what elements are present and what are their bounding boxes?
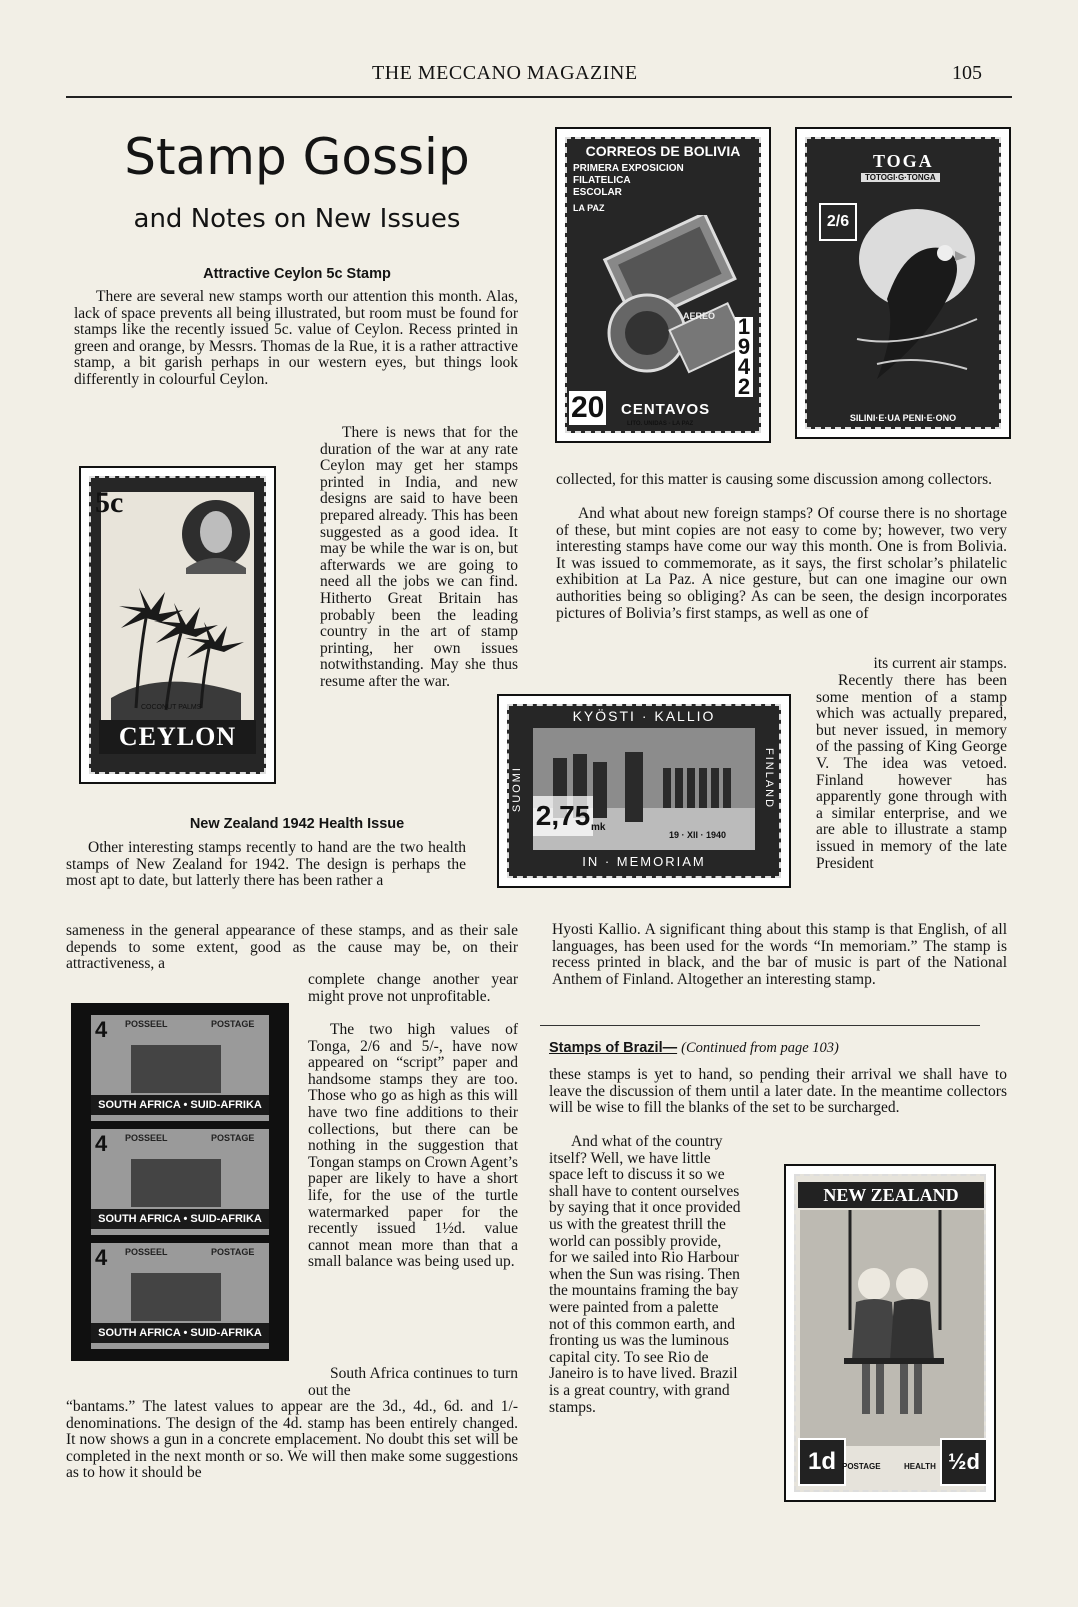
tonga-bottom-text: SILINI·E·UA PENI·E·ONO [849, 413, 957, 423]
ceylon-caption: COCONUT PALMS [141, 704, 202, 711]
section-divider [540, 1025, 980, 1026]
tonga-parrot-illustration [817, 189, 993, 399]
ceylon-value: 5c [95, 486, 124, 519]
new-zealand-stamp: NEW ZEALAND 1d ½d POSTAGE HEALTH [784, 1164, 996, 1502]
paragraph: Recently there has been some mention of a stamp which was actually prepared, but never issued, in memory of the passing of King George V. The idea was vetoed. Finland however has apparently gone through with a similar enterprise, and we are able to illustrate a stamp issued in memory of the late President [816, 672, 1007, 872]
tonga-stamp: TOGA TOTOGI·G·TONGA 2/6 SILINI·E·UA PENI·E·ONO [795, 127, 1011, 439]
ceylon-stamp [79, 466, 276, 784]
paragraph: sameness in the general appearance of these stamps, and as their sale depends to some extent, good as the cause may be, on their attractiveness, a [66, 922, 518, 973]
new-zealand-value-left: 1d [798, 1438, 846, 1486]
continued-note: (Continued from page 103) [681, 1040, 839, 1056]
article-title: Stamp Gossip [124, 128, 470, 186]
paragraph: collected, for this matter is causing some discussion among collectors. [556, 471, 993, 488]
brazil-heading-title: Stamps of Brazil— [549, 1040, 678, 1056]
bolivia-value: 20 [571, 391, 605, 424]
bolivia-year: 1942 [735, 317, 753, 397]
bolivia-country: CORREOS DE BOLIVIA [585, 143, 741, 159]
paragraph: these stamps is yet to hand, so pending their arrival we shall have to leave the discussion of them until a later date. In the meantime collectors will be wise to fill the blanks of the set to be surcharged. [549, 1066, 1007, 1117]
paragraph: Hyosti Kallio. A significant thing about this stamp is that English, of all languages, has been used for the words “In memoriam.” The stamp is recess printed in black, and the bar of music is part of the National Anthem of Finland. Altogether an interesting stamp. [552, 921, 1007, 988]
paragraph: And what about new foreign stamps? Of course there is no shortage of these, but mint copies are not easy to come by; however, two very interesting stamps have come our way this month. One is from Bolivia. It was issued to commemorate, as it says, the first scholar’s philatelic exhibition at La Paz. A nice gesture, but can one imagine our own authorities being so obliging? As can be seen, the design incorporates pictures of Bolivia’s first stamps, as well as one of [556, 505, 1007, 622]
ceylon-country: CEYLON [99, 720, 256, 754]
paragraph: The two high values of Tonga, 2/6 and 5/-, have now appeared on “script” paper and handsome stamps they are too. Those who go as high as this will have two fine additions to their collections, but there can be nothing in the suggestion that Tongan stamps on Crown Agent’s paper are likely to have a short life, for the use of the turtle watermarked paper for the recently issued 1½d. value cannot mean more than that a small balance was being used up. [308, 1021, 518, 1271]
finland-stamp: KYÖSTI · KALLIO SUOMI FINLAND 2,75 mk 19 · XII · 1940 IN · MEMORIAM [497, 694, 791, 888]
paragraph: And what of the country itself? Well, we have little space left to discuss it so we shall have to content ourselves by saying that it once provided us with the greatest thrill the world can possibly provide, for we sailed into Rio Harbour when the Sun was rising. Then the mountains framing the bay were painted from a palette not of this common earth, and fronting us was the luminous capital city. To see Rio de Janeiro is to have lived. Brazil is a great country, with grand stamps. [549, 1133, 741, 1416]
paragraph: complete change another year might prove not unprofitable. [308, 971, 518, 1005]
section-heading-new-zealand: New Zealand 1942 Health Issue [189, 816, 405, 832]
tonga-value: 2/6 [819, 203, 857, 241]
new-zealand-value-right: ½d [940, 1438, 988, 1486]
paragraph: There is news that for the duration of the war at any rate Ceylon may get her stamps printed in India, and new designs are said to have been prepared already. This has been suggested as a good idea. It may be while the war is on, but afterwards we are going to need all the jobs we can find. Hitherto Great Britain has probably been the leading country in the art of stamp printing, her own issues notwithstanding. May she thus resume after the war. [320, 424, 518, 690]
paragraph: Other interesting stamps recently to hand are the two health stamps of New Zealand for 1942. The design is perhaps the most apt to date, but latterly there has been rather a [66, 839, 466, 890]
finland-memoriam: IN · MEMORIAM [582, 854, 706, 869]
section-heading-ceylon: Attractive Ceylon 5c Stamp [203, 266, 391, 282]
header-rule [66, 96, 1012, 98]
paragraph: its current air stamps. [873, 655, 1007, 672]
south-africa-stamp: 4 POSSEEL POSTAGE SOUTH AFRICA • SUID-AFRIKA [91, 1129, 269, 1235]
south-africa-stamp: 4 POSSEEL POSTAGE SOUTH AFRICA • SUID-AFRIKA [91, 1243, 269, 1349]
tonga-country: TOGA [873, 151, 934, 171]
finland-value: 2,75 [533, 796, 593, 836]
bolivia-stamp: CORREOS DE BOLIVIA PRIMERA EXPOSICION FILATELICA ESCOLAR LA PAZ AEREO 1942 20 CENTAVOS LITO. UNIDAS - LA PAZ [555, 127, 771, 443]
new-zealand-country: NEW ZEALAND [798, 1182, 984, 1208]
running-head: THE MECCANO MAGAZINE [372, 62, 638, 84]
paragraph: There are several new stamps worth our attention this month. Alas, lack of space prevents all being illustrated, but room must be found for stamps like the recently issued 5c. value of Ceylon. Recess printed in green and orange, by Messrs. Thomas de la Rue, it is a rather attractive stamp, a bit garish perhaps in our western eyes, but things look differently in colourful Ceylon. [74, 288, 518, 388]
paragraph: “bantams.” The latest values to appear are the 3d., 4d., 6d. and 1/- denominations. The design of the 4d. stamp has been entirely changed. It now shows a gun in a concrete emplacement. No doubt this set will be completed in the next month or so. We will then make some suggestions as to how it should be [66, 1398, 518, 1482]
finland-name: KYÖSTI · KALLIO [572, 708, 716, 724]
brazil-heading [549, 1040, 1009, 1057]
paragraph: South Africa continues to turn out the [308, 1365, 518, 1399]
page-number: 105 [952, 62, 982, 84]
south-africa-stamp: 4 POSSEEL POSTAGE SOUTH AFRICA • SUID-AFRIKA [91, 1015, 269, 1121]
bolivia-stamp-illustration [587, 215, 747, 385]
south-africa-stamps [71, 1003, 289, 1361]
new-zealand-swing-illustration [800, 1210, 984, 1446]
article-subtitle: and Notes on New Issues [133, 204, 461, 234]
